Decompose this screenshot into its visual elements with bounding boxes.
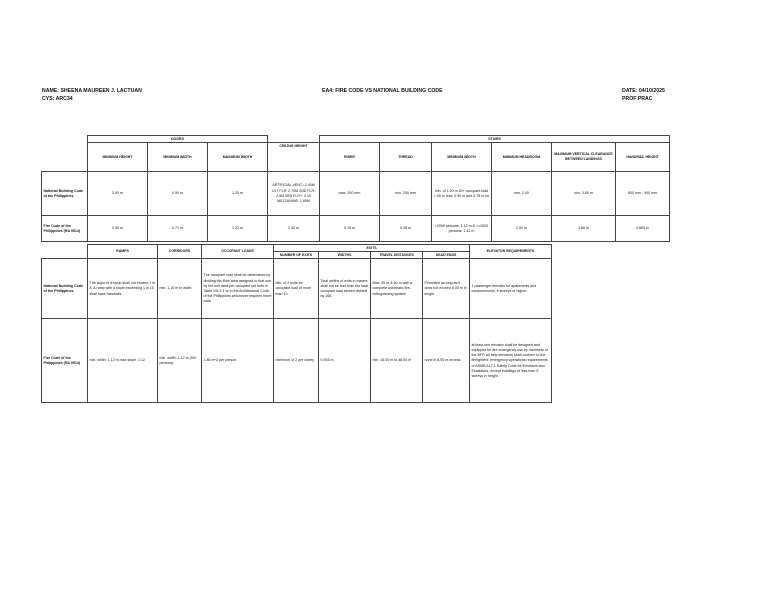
column-header: MINIMUM HEIGHT (88, 143, 148, 172)
exits-elevator-table (41, 244, 552, 403)
table-cell: 3.66 m (552, 216, 616, 242)
table-cell: min. 15.00 m to 46.00 m (371, 319, 423, 403)
table-cell: 800 mm - 900 mm (616, 172, 670, 216)
subject-label: PROF PRAC (622, 96, 653, 102)
doors-stairs-table (41, 135, 670, 242)
column-header: MINIMUM WIDTH (432, 143, 492, 172)
table-cell: 0.915 m (319, 319, 371, 403)
table-cell: 0.19 m (320, 216, 380, 242)
table-cell: Max. 45 m & 60 m with a complete automatic fire-extinguishing system (371, 259, 423, 319)
table-cell: min. 3.60 m (552, 172, 616, 216)
row-label: Fire Code of the Philippines (RA 9514) (42, 319, 88, 403)
table-cell: 0.865 m (616, 216, 670, 242)
table-cell: Permitted as long as it does not exceed 6.00 m in length (423, 259, 470, 319)
row-label: National Building Code of the Philippines (42, 172, 88, 216)
column-header: DEAD ENDS (423, 252, 470, 259)
table-cell: ARTIFICIAL VENT.: 2.40M 1ST FLR; 2.70M 2ND FLR; 2.4M 3RD FLR+; 2.10 MEZZANINE: 1.80M (268, 172, 320, 216)
table-cell: min. width: 1.12 m max slope: 1:12 (88, 319, 158, 403)
table-cell: The occupant load shall be determined by dividing the floor area assigned to that use by the unit area per occupant set forth in Table VIII.2.1 or in the Architectural Code of the Philippines whichever requires more exits. (202, 259, 274, 319)
table-cell: <2000 persons: 1.12 m & >=2000 persons: 1.42 m (432, 216, 492, 242)
table-cell: Total widths of exits in meters shall not be less than the total occupant load served divided by 165. (319, 259, 371, 319)
doors-group-header: DOORS (88, 136, 268, 143)
table-cell: min. 1.10 m in width (158, 259, 202, 319)
table-cell: none in 6.00 m excess (423, 319, 470, 403)
column-header: MINIMUM HEADROOM (492, 143, 552, 172)
row-label: National Building Code of the Philippines (42, 259, 88, 319)
cys-label: CYS: ARC34 (42, 96, 73, 102)
column-header: TRAVEL DISTANCES (371, 252, 423, 259)
table-cell: 2.00 m (492, 216, 552, 242)
column-header: THREAD (380, 143, 432, 172)
date-label: DATE: 04/10/2025 (622, 88, 665, 94)
column-header: MAXIMUM VERTICAL CLEARANCE BETWEEN LANDINGS (552, 143, 616, 172)
table-cell: 2.00 m (88, 172, 148, 216)
exits-group-header: EXITS (274, 245, 470, 252)
table-cell: 2.00 m (88, 216, 148, 242)
table-cell: 1.86 m^2 per person (202, 319, 274, 403)
column-header: RISER (320, 143, 380, 172)
column-header: MAXIMUM WIDTH (208, 143, 268, 172)
row-label: Fire Code of the Philippines (RA 9514) (42, 216, 88, 242)
column-header: ELEVATOR REQUIREMENTS (470, 245, 552, 259)
student-name: NAME: SHEENA MAUREEN J. LACTUAN (42, 88, 142, 94)
table-cell: 1.20 m (208, 172, 268, 216)
table-cell: min. width: 1.12 m (50+ persons) (158, 319, 202, 403)
table-cell: at least one elevator shall be designed and equipped for fire emergency use by members of the BFP. All new elevators shall conform to the firefighters' emergency operations requirements of ASME A17.1 Safety Code for Elevators and Escalators, except buildings of less than 5 storeys in height. (470, 319, 552, 403)
table-cell: min. of 1.20 m 50+ occupant load = 50 or less: 0.90 m and 0.75 m for (432, 172, 492, 216)
table-cell: max. 200 mm (320, 172, 380, 216)
column-header: MINIMUM WIDTH (148, 143, 208, 172)
column-header: CORRIDORS (158, 245, 202, 259)
column-header: NUMBER OF EXITS (274, 252, 319, 259)
stairs-group-header: STAIRS (320, 136, 670, 143)
table-cell: 0.71 m (148, 216, 208, 242)
document-title: EA4: FIRE CODE VS NATIONAL BUILDING CODE (322, 88, 443, 94)
table-cell: minimum of 2 per storey (274, 319, 319, 403)
table-cell: The slope of a ramp shall not exceed 1 in 8. A ramp with a slope exceeding 1 in 10 shall have handrails. (88, 259, 158, 319)
table-cell: min. 250 mm (380, 172, 432, 216)
column-header: OCCUPANT LOADS (202, 245, 274, 259)
table-cell: 2.40 m (268, 216, 320, 242)
table-cell: min. 2.00 (492, 172, 552, 216)
table-cell: Min. of 2 exits for occupant load of more than 10 (274, 259, 319, 319)
table-cell: 0.28 m (380, 216, 432, 242)
table-cell: 0.90 m (148, 172, 208, 216)
column-header: WIDTHS (319, 252, 371, 259)
column-header: CEILING HEIGHT (268, 143, 320, 172)
column-header: HANDRAIL HEIGHT (616, 143, 670, 172)
table-cell: 1.22 m (208, 216, 268, 242)
column-header: RAMPS (88, 245, 158, 259)
table-cell: 1 passenger elevator for apartments and condominiums, 5 storeys or higher. (470, 259, 552, 319)
